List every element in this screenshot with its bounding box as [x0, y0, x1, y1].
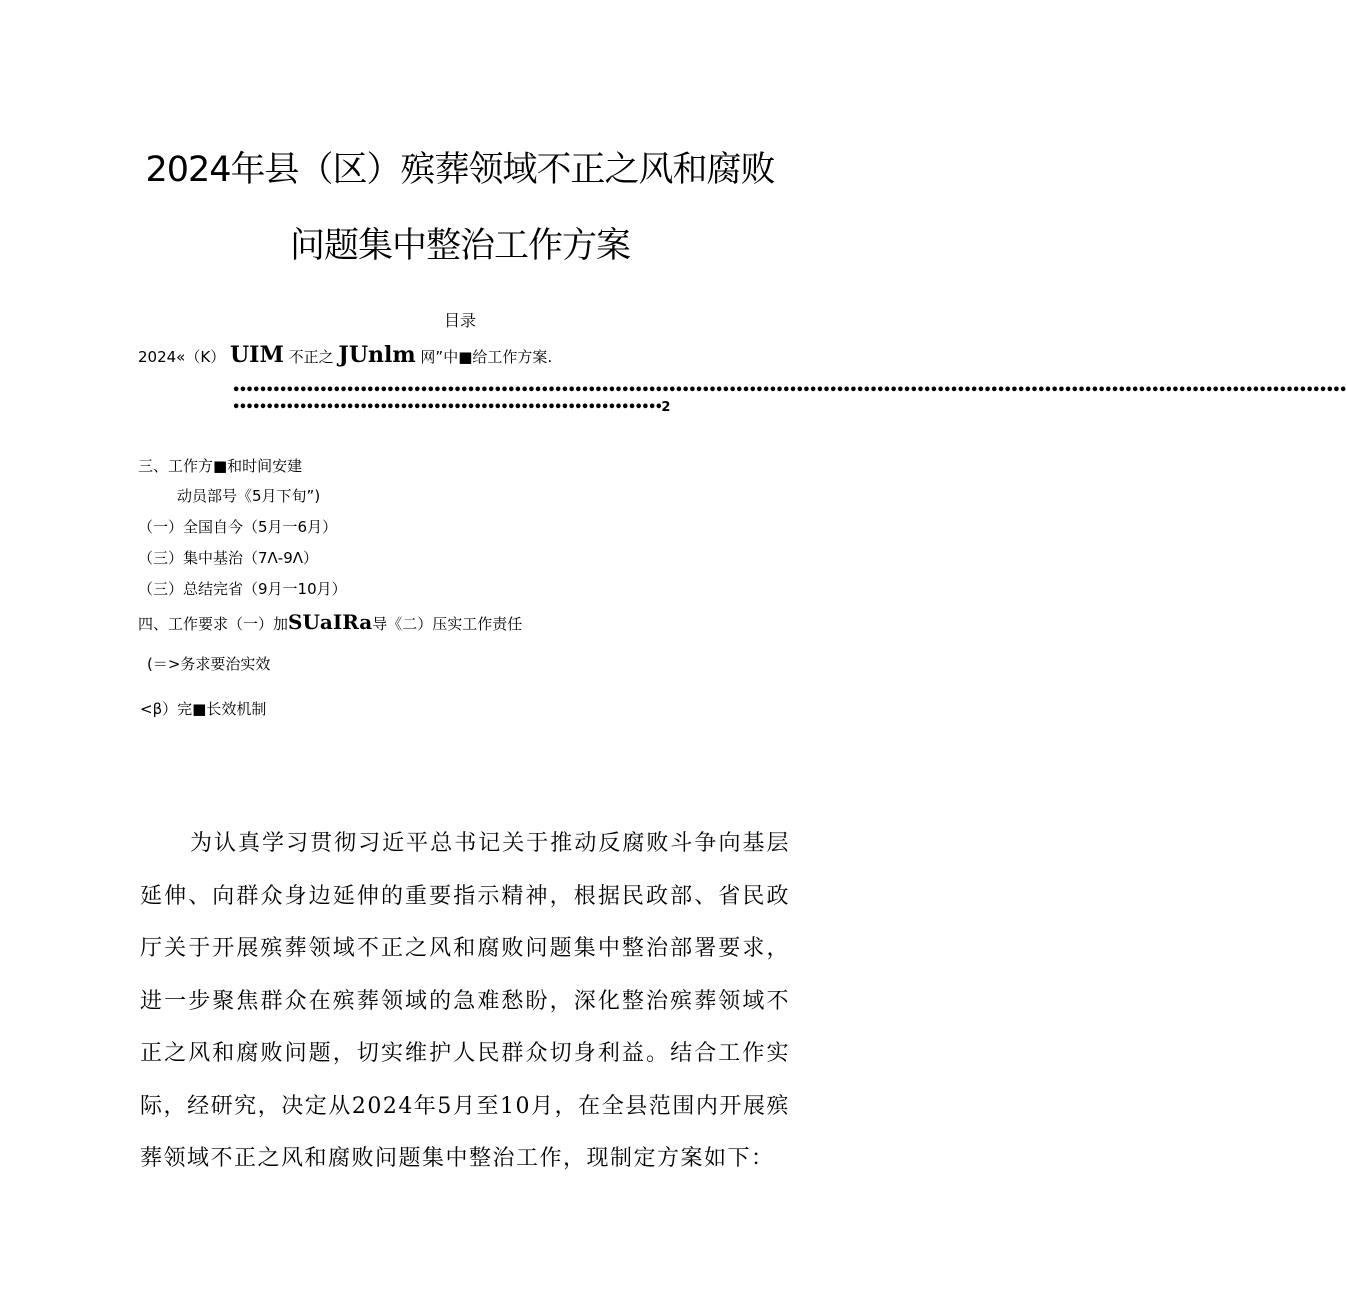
toc-leader-dots-line1: ••••••••••••••••••••••••••••••••••••••••••••••••••••••••••••••••••••••••••••••••••••••••••••••••••••••••••••••••••••••••••••••••••••••••••••••••••••••••••••••••••••••: [232, 383, 1346, 398]
toc-entry-section4-bold: SUaIRa: [288, 610, 373, 634]
toc-entry-section3[interactable]: 三、工作方■和时间安建: [138, 457, 303, 475]
toc-entry-selfcheck[interactable]: （一）全国自今（5月一6月）: [138, 518, 338, 536]
intro-paragraph: 为认真学习贯彻习近平总书记关于推动反腐败斗争向基层延伸、向群众身边延伸的重要指示精神，根据民政部、省民政厅关于开展殡葬领域不正之风和腐败问题集中整治部署要求，进一步聚焦群众在殡葬领域的急难愁盼，深化整治殡葬领域不正之风和腐败问题，切实维护人民群众切身利益。结合工作实际，经研究，决定从2024年5月至10月，在全县范围内开展殡葬领域不正之风和腐败问题集中整治工作，现制定方案如下：: [140, 831, 790, 1171]
toc-entry-mechanism[interactable]: <β）完■长效机制: [140, 700, 267, 718]
toc-entry-mid: 不正之: [288, 348, 334, 366]
toc-entry-prefix: 2024«（K）: [138, 348, 226, 366]
document-title-line2: 问题集中整治工作方案: [289, 226, 630, 266]
document-title-line1: 2024年县（区）殡葬领域不正之风和腐败: [145, 150, 775, 190]
toc-entry-section4-suffix: 导《二）压实工作责任: [372, 615, 523, 633]
toc-heading: 目录: [443, 311, 476, 330]
toc-entry-section4[interactable]: [138, 610, 522, 634]
toc-entry-summary[interactable]: （三）总结完省（9月一10月）: [138, 580, 347, 598]
toc-entry-bold-fragment1: UIM: [229, 342, 284, 368]
toc-leader-dots-line2: ••••••••••••••••••••••••••••••••••••••••••••••••••••••••••••••••2: [232, 400, 669, 415]
toc-entry-section4-prefix: 四、工作要求（一）加: [138, 615, 289, 633]
toc-entry-bold-fragment2: JUnlm: [338, 342, 416, 368]
toc-entry-suffix: 网”中■给工作方案.: [420, 348, 553, 366]
toc-entry-mobilize[interactable]: 动员部号《5月下旬”): [177, 487, 321, 505]
toc-entry-effect[interactable]: (＝>务求要治实效: [147, 655, 271, 673]
toc-entry-plan-title[interactable]: [138, 342, 552, 368]
toc-entry-concentrate[interactable]: （三）集中基治（7Λ-9Λ）: [138, 549, 319, 567]
